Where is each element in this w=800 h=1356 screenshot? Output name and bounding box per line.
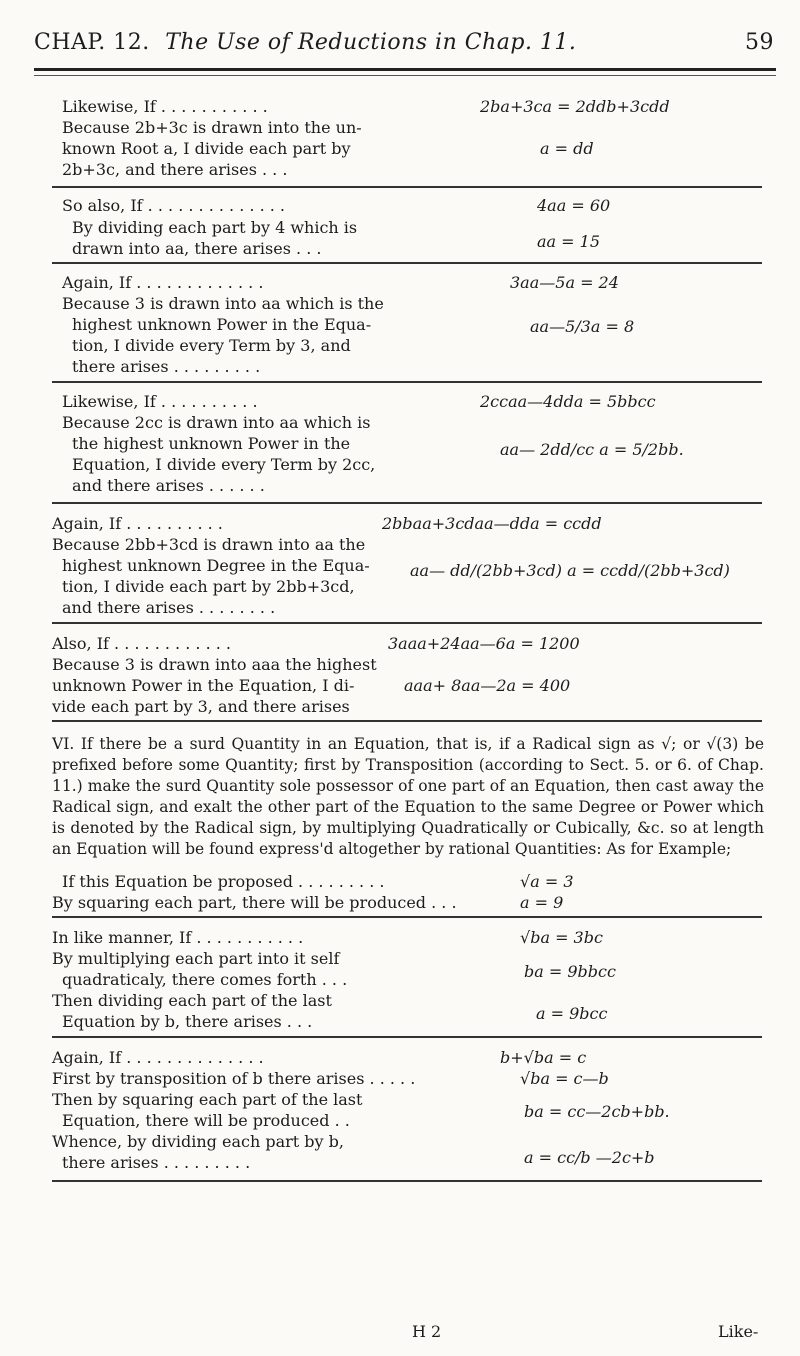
block-line: Because 2bb+3cd is drawn into aa the [52, 535, 366, 554]
divider [52, 622, 762, 624]
block-line: Equation, I divide every Term by 2cc, [72, 455, 376, 474]
block-line: Because 2b+3c is drawn into the un- [62, 118, 362, 137]
equation: aa— dd/(2bb+3cd) a = ccdd/(2bb+3cd) [410, 561, 730, 580]
block-line: Likewise, If . . . . . . . . . . [62, 392, 258, 411]
block-line: tion, I divide each part by 2bb+3cd, [62, 577, 355, 596]
equation: 3aa—5a = 24 [510, 273, 619, 292]
block-line: Because 3 is drawn into aaa the highest [52, 655, 377, 674]
block-line: Likewise, If . . . . . . . . . . . [62, 97, 268, 116]
block-line: First by transposition of b there arises . . . . . [52, 1069, 416, 1088]
equation: aaa+ 8aa—2a = 400 [404, 676, 571, 695]
block-line: highest unknown Degree in the Equa- [62, 556, 370, 575]
block-line: quadraticaly, there comes forth . . . [62, 970, 348, 989]
block-line: Equation, there will be produced . . [62, 1111, 350, 1130]
block-line: Again, If . . . . . . . . . . [52, 514, 223, 533]
equation: √ba = c—b [520, 1069, 609, 1088]
block-line: tion, I divide every Term by 3, and [72, 336, 351, 355]
block-line: By multiplying each part into it self [52, 949, 340, 968]
equation: a = dd [540, 139, 594, 158]
header-rule-thin [34, 75, 776, 76]
block-line: and there arises . . . . . . . . [62, 598, 276, 617]
equation: ba = cc—2cb+bb. [524, 1102, 670, 1121]
block-line: known Root a, I divide each part by [62, 139, 351, 158]
equation: 3aaa+24aa—6a = 1200 [388, 634, 580, 653]
block-line: By dividing each part by 4 which is [72, 218, 358, 237]
equation: 2bbaa+3cdaa—dda = ccdd [382, 514, 602, 533]
equation: aa = 15 [537, 232, 601, 251]
block-line: highest unknown Power in the Equa- [72, 315, 372, 334]
equation: 2ba+3ca = 2ddb+3cdd [480, 97, 670, 116]
running-header [34, 30, 774, 55]
divider [52, 186, 762, 188]
block-line: So also, If . . . . . . . . . . . . . . [62, 196, 285, 215]
block-line: and there arises . . . . . . [72, 476, 265, 495]
header-chapter: CHAP. 12. [34, 30, 150, 55]
catchword: Like- [718, 1322, 759, 1341]
header-title: The Use of Reductions in Chap. 11. [165, 30, 577, 55]
block-line: If this Equation be proposed . . . . . . . . . [62, 872, 385, 891]
equation: aa— 2dd/cc a = 5/2bb. [500, 440, 684, 459]
block-line: Then dividing each part of the last [52, 991, 332, 1010]
block-line: 2b+3c, and there arises . . . [62, 160, 288, 179]
block-line: Also, If . . . . . . . . . . . . [52, 634, 231, 653]
divider [52, 916, 762, 918]
divider [52, 381, 762, 383]
block-line: Equation by b, there arises . . . [62, 1012, 313, 1031]
equation: aa—5/3a = 8 [530, 317, 635, 336]
equation: a = cc/b —2c+b [524, 1148, 655, 1167]
equation: √a = 3 [520, 872, 574, 891]
equation: 2ccaa—4dda = 5bbcc [480, 392, 656, 411]
divider [52, 1036, 762, 1038]
block-line: there arises . . . . . . . . . [72, 357, 261, 376]
header-rule [34, 68, 776, 71]
block-line: By squaring each part, there will be produced . . . [52, 893, 457, 912]
divider [52, 1180, 762, 1182]
divider [52, 720, 762, 722]
divider [52, 262, 762, 264]
equation: √ba = 3bc [520, 928, 603, 947]
block-line: unknown Power in the Equation, I di- [52, 676, 355, 695]
block-line: Again, If . . . . . . . . . . . . . [62, 273, 264, 292]
block-line: vide each part by 3, and there arises [52, 697, 350, 716]
block-line: Again, If . . . . . . . . . . . . . . [52, 1048, 264, 1067]
section-paragraph: VI. If there be a surd Quantity in an Equation, that is, if a Radical sign as √; or √(3) be prefixed before some Quantity; first by Transposition (according to Sect. 5. or 6. of Chap. 11.) make the surd Quantity sole possessor of one part of an Equation, then cast away the Radical sign, and exalt the other part of the Equation to the same Degree or Power which is denoted by the Radical sign, by multiplying Quadratically or Cubically, &c. so at length an Equation will be found express'd altogether by rational Quantities: As for Example; [52, 735, 764, 858]
block-line: drawn into aa, there arises . . . [72, 239, 322, 258]
block-line: the highest unknown Power in the [72, 434, 351, 453]
divider [52, 502, 762, 504]
block-line: In like manner, If . . . . . . . . . . . [52, 928, 304, 947]
signature-mark: H 2 [412, 1322, 442, 1341]
equation: a = 9bcc [536, 1004, 608, 1023]
block-line: Because 3 is drawn into aa which is the [62, 294, 384, 313]
equation: ba = 9bbcc [524, 962, 616, 981]
equation: a = 9 [520, 893, 564, 912]
block-line: Whence, by dividing each part by b, [52, 1132, 344, 1151]
block-line: Because 2cc is drawn into aa which is [62, 413, 371, 432]
equation: b+√ba = c [500, 1048, 587, 1067]
block-line: Then by squaring each part of the last [52, 1090, 363, 1109]
equation: 4aa = 60 [537, 196, 611, 215]
page-number: 59 [745, 30, 774, 55]
block-line: there arises . . . . . . . . . [62, 1153, 251, 1172]
